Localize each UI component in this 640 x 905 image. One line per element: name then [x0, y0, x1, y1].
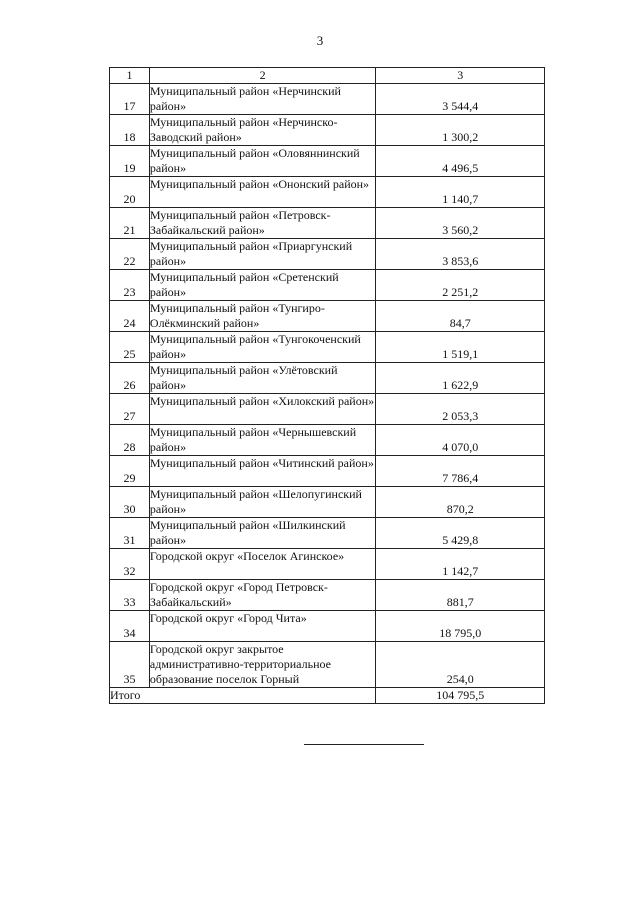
total-row — [110, 688, 545, 704]
row-number: 32 — [110, 549, 150, 580]
municipality-name: Муниципальный район «Нерчинский район» — [149, 84, 376, 115]
row-number: 33 — [110, 580, 150, 611]
row-number: 30 — [110, 487, 150, 518]
row-number: 24 — [110, 301, 150, 332]
row-number: 18 — [110, 115, 150, 146]
table-row — [110, 611, 545, 642]
municipality-name: Муниципальный район «Приаргунский район» — [149, 239, 376, 270]
row-number: 35 — [110, 642, 150, 688]
column-header-3: 3 — [376, 68, 545, 84]
table-row — [110, 518, 545, 549]
table-row — [110, 549, 545, 580]
table-row — [110, 363, 545, 394]
amount-value: 4 070,0 — [376, 425, 545, 456]
municipality-name: Городской округ «Город Петровск-Забайкальский» — [149, 580, 376, 611]
row-number: 21 — [110, 208, 150, 239]
amount-value: 1 300,2 — [376, 115, 545, 146]
amount-value: 1 519,1 — [376, 332, 545, 363]
table-row — [110, 332, 545, 363]
row-number: 26 — [110, 363, 150, 394]
municipality-name: Муниципальный район «Шилкинский район» — [149, 518, 376, 549]
row-number: 28 — [110, 425, 150, 456]
signature-line — [304, 744, 424, 745]
municipality-name: Городской округ закрытое административно-территориальное образование поселок Горный — [149, 642, 376, 688]
amount-value: 2 053,3 — [376, 394, 545, 425]
table-row — [110, 270, 545, 301]
table-row — [110, 642, 545, 688]
amount-value: 5 429,8 — [376, 518, 545, 549]
row-number: 19 — [110, 146, 150, 177]
row-number: 17 — [110, 84, 150, 115]
table-row — [110, 177, 545, 208]
row-number: 25 — [110, 332, 150, 363]
amount-value: 1 622,9 — [376, 363, 545, 394]
page-number: 3 — [316, 33, 324, 48]
amount-value: 1 142,7 — [376, 549, 545, 580]
amount-value: 3 560,2 — [376, 208, 545, 239]
table-row — [110, 239, 545, 270]
table-row — [110, 394, 545, 425]
amount-value: 7 786,4 — [376, 456, 545, 487]
row-number: 20 — [110, 177, 150, 208]
table-row — [110, 84, 545, 115]
row-number: 27 — [110, 394, 150, 425]
amount-value: 3 544,4 — [376, 84, 545, 115]
table-row — [110, 301, 545, 332]
municipality-name: Муниципальный район «Сретенский район» — [149, 270, 376, 301]
amount-value: 18 795,0 — [376, 611, 545, 642]
row-number: 23 — [110, 270, 150, 301]
municipality-name: Муниципальный район «Оловяннинский район» — [149, 146, 376, 177]
municipality-name: Муниципальный район «Читинский район» — [149, 456, 376, 487]
amount-value: 2 251,2 — [376, 270, 545, 301]
municipality-name: Муниципальный район «Нерчинско-Заводский район» — [149, 115, 376, 146]
table-row — [110, 425, 545, 456]
table-header-row — [110, 68, 545, 84]
total-value: 104 795,5 — [376, 688, 545, 704]
amount-value: 254,0 — [376, 642, 545, 688]
municipality-name: Муниципальный район «Чернышевский район» — [149, 425, 376, 456]
municipality-name: Муниципальный район «Ононский район» — [149, 177, 376, 208]
table-row — [110, 208, 545, 239]
table-row — [110, 115, 545, 146]
municipality-name: Муниципальный район «Тунгиро-Олёкминский район» — [149, 301, 376, 332]
column-header-2: 2 — [149, 68, 376, 84]
municipality-name: Муниципальный район «Хилокский район» — [149, 394, 376, 425]
allocation-table — [109, 67, 545, 704]
row-number: 29 — [110, 456, 150, 487]
municipality-name: Муниципальный район «Шелопугинский район» — [149, 487, 376, 518]
municipality-name: Городской округ «Поселок Агинское» — [149, 549, 376, 580]
table-row — [110, 456, 545, 487]
row-number: 22 — [110, 239, 150, 270]
table-row — [110, 580, 545, 611]
column-header-1: 1 — [110, 68, 150, 84]
amount-value: 3 853,6 — [376, 239, 545, 270]
table-row — [110, 146, 545, 177]
municipality-name: Муниципальный район «Петровск-Забайкальский район» — [149, 208, 376, 239]
amount-value: 4 496,5 — [376, 146, 545, 177]
amount-value: 881,7 — [376, 580, 545, 611]
municipality-name: Городской округ «Город Чита» — [149, 611, 376, 642]
municipality-name: Муниципальный район «Тунгокоченский район» — [149, 332, 376, 363]
amount-value: 870,2 — [376, 487, 545, 518]
amount-value: 1 140,7 — [376, 177, 545, 208]
row-number: 31 — [110, 518, 150, 549]
amount-value: 84,7 — [376, 301, 545, 332]
municipality-name: Муниципальный район «Улётовский район» — [149, 363, 376, 394]
table-row — [110, 487, 545, 518]
total-label: Итого — [110, 688, 376, 704]
row-number: 34 — [110, 611, 150, 642]
